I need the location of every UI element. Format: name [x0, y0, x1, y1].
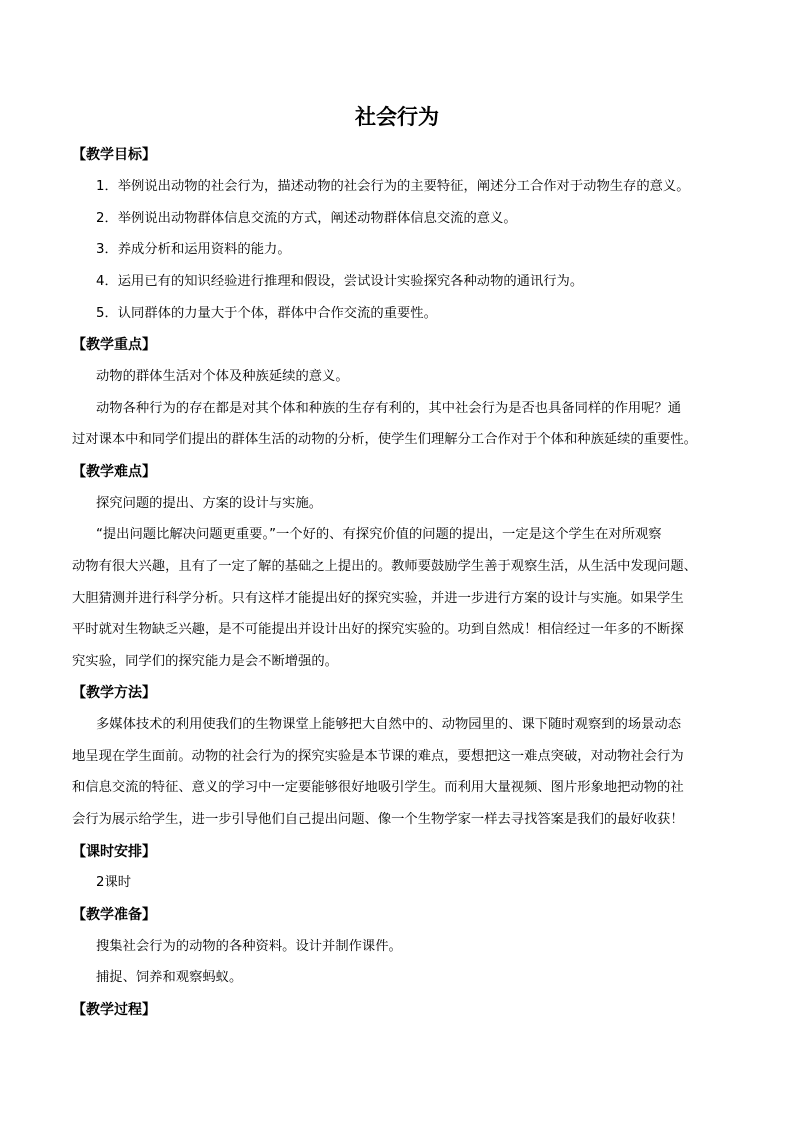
key-points-line-1: 动物的群体生活对个体及种族延续的意义。 [96, 369, 349, 384]
section-heading-methods: 【教学方法】 [72, 685, 156, 701]
section-heading-difficulties: 【教学难点】 [72, 464, 156, 480]
preparation-line-1: 搜集社会行为的动物的各种资料。设计并制作课件。 [96, 939, 402, 954]
preparation-line-2: 捕捉、饲养和观察蚂蚁。 [96, 970, 243, 985]
section-heading-objectives: 【教学目标】 [72, 147, 156, 163]
document-title: 社会行为 [355, 104, 439, 129]
difficulties-line-6: 究实验，同学们的探究能力是会不断增强的。 [72, 654, 338, 669]
difficulties-line-2: “提出问题比解决问题更重要。”一个好的、有探究价值的问题的提出，一定是这个学生在对所观察 [96, 527, 662, 542]
key-points-line-2: 动物各种行为的存在都是对其个体和种族的生存有利的，其中社会行为是否也具备同样的作用呢？通 [96, 401, 682, 416]
schedule-line-1: 2课时 [96, 875, 132, 890]
objectives-line-1: 1．举例说出动物的社会行为，描述动物的社会行为的主要特征，阐述分工合作对于动物生存的意义。 [96, 179, 690, 194]
objectives-line-4: 4．运用已有的知识经验进行推理和假设，尝试设计实验探究各种动物的通讯行为。 [96, 274, 584, 289]
section-heading-key-points: 【教学重点】 [72, 337, 156, 353]
methods-line-4: 会行为展示给学生，进一步引导他们自己提出问题、像一个生物学家一样去寻找答案是我们的最好收获！ [72, 812, 684, 827]
difficulties-line-4: 大胆猜测并进行科学分析。只有这样才能提出好的探究实验，并进一步进行方案的设计与实施。如果学生 [72, 591, 684, 606]
methods-line-3: 和信息交流的特征、意义的学习中一定要能够很好地吸引学生。而利用大量视频、图片形象地把动物的社 [72, 780, 684, 795]
difficulties-line-3: 动物有很大兴趣，且有了一定了解的基础之上提出的。教师要鼓励学生善于观察生活，从生活中发现问题、 [72, 559, 697, 574]
section-heading-process: 【教学过程】 [72, 1002, 156, 1018]
difficulties-line-5: 平时就对生物缺乏兴趣，是不可能提出并设计出好的探究实验的。功到自然成！相信经过一年多的不断探 [72, 622, 684, 637]
section-heading-schedule: 【课时安排】 [72, 844, 156, 860]
key-points-line-3: 过对课本中和同学们提出的群体生活的动物的分析，使学生们理解分工合作对于个体和种族延续的重要性。 [72, 432, 697, 447]
objectives-line-2: 2．举例说出动物群体信息交流的方式，阐述动物群体信息交流的意义。 [96, 211, 517, 226]
objectives-line-5: 5．认同群体的力量大于个体，群体中合作交流的重要性。 [96, 306, 437, 321]
section-heading-preparation: 【教学准备】 [72, 907, 156, 923]
methods-line-2: 地呈现在学生面前。动物的社会行为的探究实验是本节课的难点，要想把这一难点突破，对动物社会行为 [72, 749, 684, 764]
objectives-line-3: 3．养成分析和运用资料的能力。 [96, 242, 291, 257]
difficulties-line-1: 探究问题的提出、方案的设计与实施。 [96, 496, 323, 511]
methods-line-1: 多媒体技术的利用使我们的生物课堂上能够把大自然中的、动物园里的、课下随时观察到的场景动态 [96, 717, 682, 732]
